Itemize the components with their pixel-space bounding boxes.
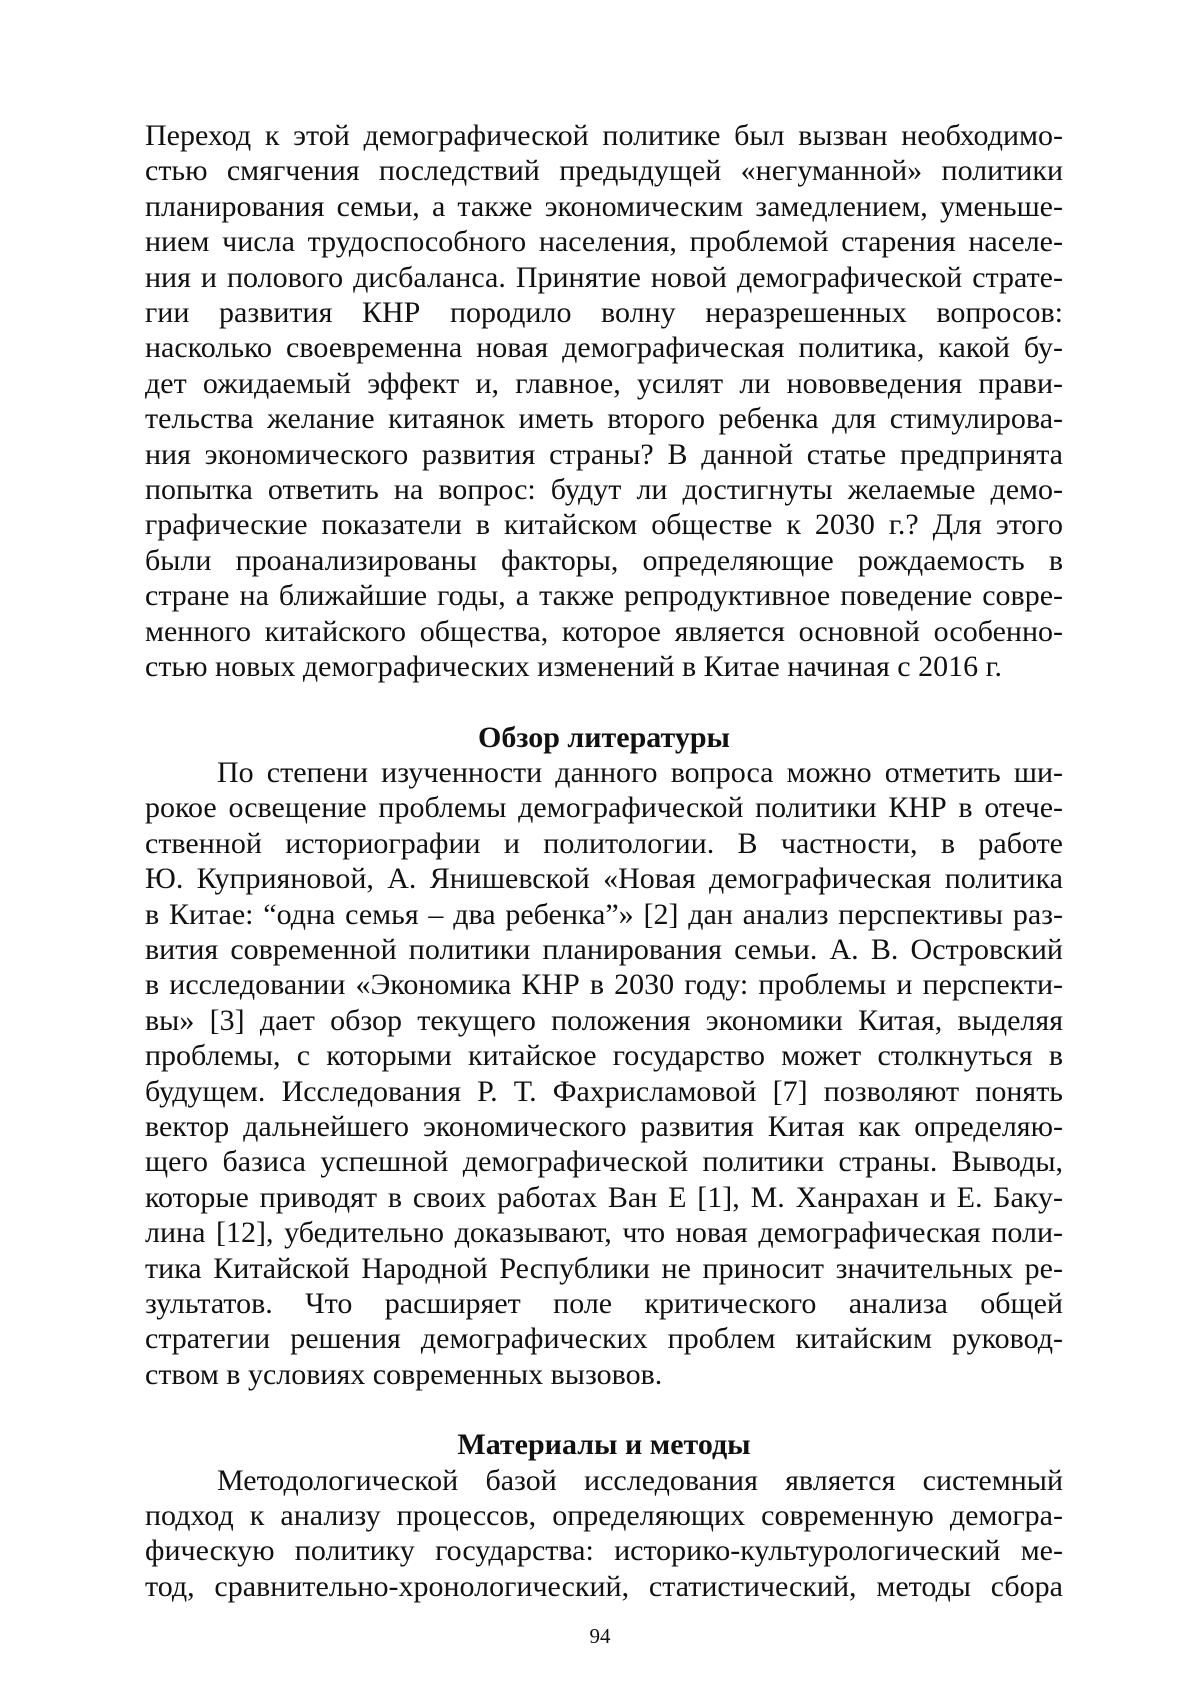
text-line: ния и полового дисбаланса. Принятие новой демографической страте-: [145, 260, 1063, 294]
text-line: подход к анализу процессов, определяющих современную демогра-: [145, 1499, 1063, 1533]
page-body: [145, 118, 1063, 1604]
text-line: попытка ответить на вопрос: будут ли достигнуты желаемые демо-: [145, 473, 1063, 507]
text-line: ния экономического развития страны? В данной статье предпринята: [145, 437, 1063, 471]
text-line: менного китайского общества, которое является основной особенно-: [145, 614, 1063, 648]
text-line: зультатов. Что расширяет поле критического анализа общей: [145, 1287, 1063, 1320]
text-line: которые приводят в своих работах Ван Е [1], М. Ханрахан и Е. Баку-: [145, 1180, 1063, 1214]
text-line: графические показатели в китайском обществе к 2030 г.? Для этого: [145, 508, 1063, 542]
text-line: тод, сравнительно-хронологический, статистический, методы сбора: [145, 1569, 1063, 1603]
intro-paragraph: [145, 118, 1063, 685]
literature-paragraph: [145, 755, 1063, 1392]
text-line: Переход к этой демографической политике был вызван необходимо-: [145, 119, 1063, 152]
section-heading-methods: Материалы и методы: [457, 1428, 751, 1462]
text-line: в исследовании «Экономика КНР в 2030 году: проблемы и перспекти-: [145, 968, 1063, 1002]
text-line: тельства желание китаянок иметь второго ребенка для стимулирова-: [145, 402, 1063, 436]
text-line: в Китае: “одна семья – два ребенка”» [2] дан анализ перспективы раз-: [145, 897, 1063, 931]
text-line: проблемы, с которыми китайское государство может столкнуться в: [145, 1039, 1063, 1073]
text-line: ством в условиях современных вызовов.: [145, 1357, 663, 1391]
text-line: планирования семьи, а также экономическим замедлением, уменьше-: [145, 189, 1063, 223]
section-heading-literature: Обзор литературы: [478, 720, 730, 754]
text-line: стью смягчения последствий предыдущей «негуманной» политики: [145, 154, 1063, 188]
text-line: рокое освещение проблемы демографической политики КНР в отече-: [145, 791, 1063, 825]
text-line: Методологической базой исследования является системный: [217, 1463, 1063, 1497]
text-line: тика Китайской Народной Республики не приносит значительных ре-: [145, 1251, 1063, 1285]
text-line: нием числа трудоспособного населения, проблемой старения населе-: [145, 225, 1063, 259]
text-line: вития современной политики планирования семьи. А. В. Островский: [145, 932, 1063, 966]
text-line: вы» [3] дает обзор текущего положения экономики Китая, выделяя: [145, 1003, 1063, 1037]
text-line: стью новых демографических изменений в Китае начиная с 2016 г.: [145, 650, 1003, 684]
text-line: дет ожидаемый эффект и, главное, усилят ли нововведения прави-: [145, 366, 1063, 400]
text-line: По степени изученности данного вопроса можно отметить ши-: [217, 755, 1063, 789]
text-line: вектор дальнейшего экономического развития Китая как определяю-: [145, 1109, 1063, 1143]
text-line: гии развития КНР породило волну неразрешенных вопросов:: [145, 296, 1063, 330]
text-line: насколько своевременна новая демографическая политика, какой бу-: [145, 331, 1063, 365]
text-line: были проанализированы факторы, определяющие рождаемость в: [145, 543, 1063, 577]
text-line: фическую политику государства: историко-культурологический ме-: [145, 1534, 1063, 1568]
text-line: ственной историографии и политологии. В частности, в работе: [145, 826, 1063, 860]
methods-paragraph: [145, 1463, 1063, 1605]
text-line: стратегии решения демографических проблем китайским руковод-: [145, 1322, 1063, 1356]
text-line: щего базиса успешной демографической политики страны. Выводы,: [145, 1145, 1063, 1179]
text-line: стране на ближайшие годы, а также репродуктивное поведение совре-: [145, 579, 1063, 613]
text-line: будущем. Исследования Р. Т. Фахрисламовой [7] позволяют понять: [145, 1074, 1063, 1108]
text-line: лина [12], убедительно доказывают, что новая демографическая поли-: [145, 1216, 1063, 1250]
page-number: 94: [589, 1624, 611, 1648]
text-line: Ю. Куприяновой, А. Янишевской «Новая демографическая политика: [145, 862, 1063, 896]
